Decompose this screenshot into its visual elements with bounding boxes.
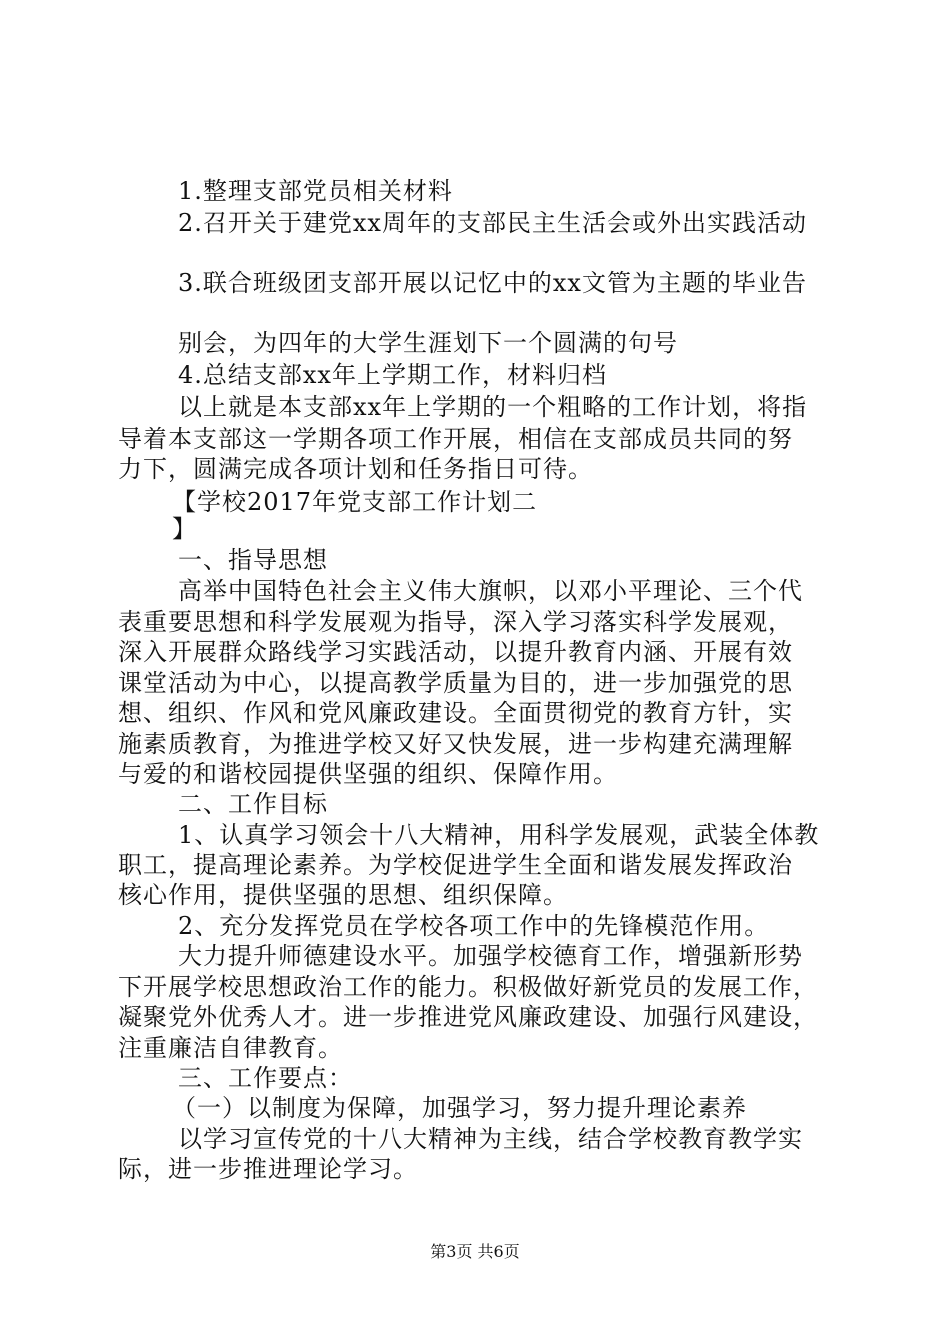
paragraph-line: 深入开展群众路线学习实践活动，以提升教育内涵、开展有效 — [118, 638, 793, 666]
paragraph-line: 大力提升师德建设水平。加强学校德育工作，增强新形势 — [178, 942, 803, 970]
list-item: 4.总结支部xx年上学期工作，材料归档 — [178, 361, 607, 389]
paragraph-line: 力下，圆满完成各项计划和任务指日可待。 — [118, 455, 593, 483]
paragraph-line: 以学习宣传党的十八大精神为主线，结合学校教育教学实 — [178, 1125, 803, 1153]
paragraph-line: 导着本支部这一学期各项工作开展，相信在支部成员共同的努 — [118, 425, 793, 453]
paragraph-line: 想、组织、作风和党风廉政建设。全面贯彻党的教育方针，实 — [118, 699, 793, 727]
heading: 二、工作目标 — [178, 790, 328, 818]
paragraph-line: 凝聚党外优秀人才。进一步推进党风廉政建设、加强行风建设， — [118, 1003, 818, 1031]
section-title-bracket: 】 — [172, 515, 197, 543]
paragraph-line: 以上就是本支部xx年上学期的一个粗略的工作计划，将指 — [178, 393, 808, 421]
list-item: 1.整理支部党员相关材料 — [178, 177, 453, 205]
paragraph-line: 注重廉洁自律教育。 — [118, 1034, 343, 1062]
paragraph-line: 课堂活动为中心，以提高教学质量为目的，进一步加强党的思 — [118, 669, 793, 697]
page-number: 第3页 共6页 — [430, 1242, 520, 1261]
paragraph-line: 表重要思想和科学发展观为指导，深入学习落实科学发展观， — [118, 608, 793, 636]
paragraph-line: 别会，为四年的大学生涯划下一个圆满的句号 — [178, 329, 678, 357]
paragraph-line: 高举中国特色社会主义伟大旗帜，以邓小平理论、三个代 — [178, 577, 803, 605]
paragraph-line: 职工，提高理论素养。为学校促进学生全面和谐发展发挥政治 — [118, 851, 793, 879]
list-item: 2.召开关于建党xx周年的支部民主生活会或外出实践活动 — [178, 209, 807, 237]
heading: 一、指导思想 — [178, 546, 328, 574]
paragraph-line: 下开展学校思想政治工作的能力。积极做好新党员的发展工作， — [118, 973, 818, 1001]
paragraph-line: 1、认真学习领会十八大精神，用科学发展观，武装全体教 — [178, 821, 820, 849]
paragraph-line: 际，进一步推进理论学习。 — [118, 1155, 418, 1183]
section-title: 【学校2017年党支部工作计划二 — [172, 488, 538, 516]
paragraph-line: 2、充分发挥党员在学校各项工作中的先锋模范作用。 — [178, 912, 770, 940]
paragraph-line: 与爱的和谐校园提供坚强的组织、保障作用。 — [118, 760, 618, 788]
list-item: 3.联合班级团支部开展以记忆中的xx文管为主题的毕业告 — [178, 269, 807, 297]
subheading: （一）以制度为保障，加强学习，努力提升理论素养 — [172, 1094, 747, 1122]
paragraph-line: 核心作用，提供坚强的思想、组织保障。 — [118, 881, 568, 909]
heading: 三、工作要点： — [178, 1064, 353, 1092]
paragraph-line: 施素质教育，为推进学校又好又快发展，进一步构建充满理解 — [118, 730, 793, 758]
